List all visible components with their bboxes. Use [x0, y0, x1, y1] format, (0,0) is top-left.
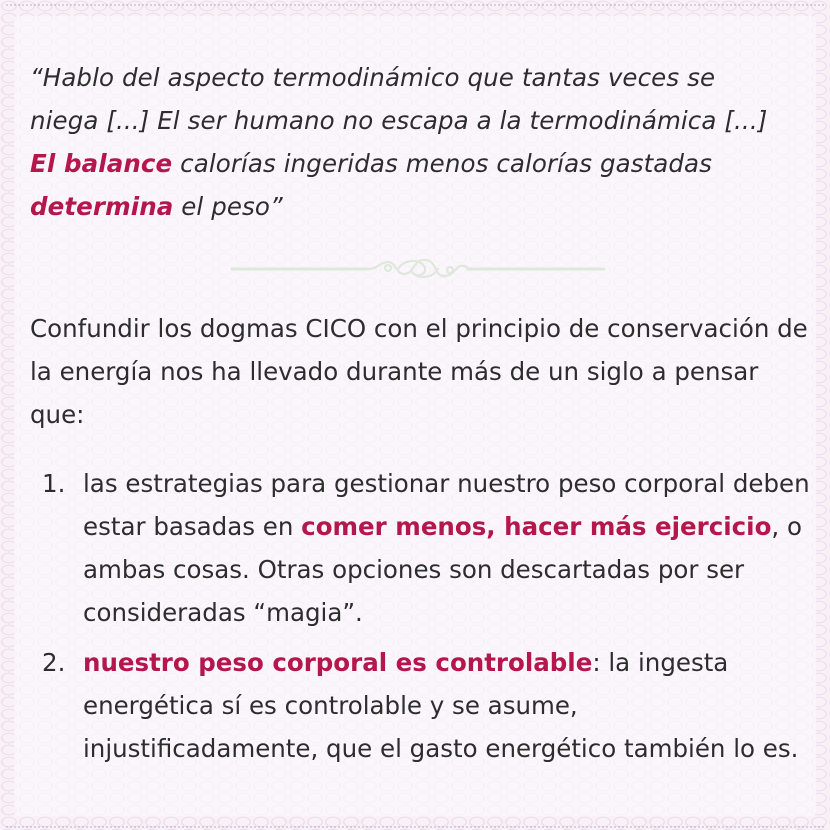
list-item [30, 641, 820, 770]
list-item-text: : la ingesta energética sí es controlable y se asume, injustificadamente, que el gasto energético también lo es. [83, 648, 799, 763]
quote-text: el peso [173, 192, 271, 221]
numbered-list [30, 462, 820, 770]
quote-highlight-determina: determina [30, 192, 174, 221]
divider-ornament-icon [228, 252, 608, 286]
quote-text: Hablo del aspecto termodinámico que tantas veces se niega [...] El ser humano no escapa a la termodinámica [...] [30, 63, 768, 135]
quote-open-mark: “ [30, 63, 43, 92]
quote-text: calorías ingeridas menos calorías gastadas [172, 149, 713, 178]
list-item-highlight: comer menos, hacer más ejercicio [301, 512, 772, 541]
list-item-text: las estrategias para gestionar nuestro peso corporal deben estar basadas en [83, 469, 810, 541]
intro-paragraph: Confundir los dogmas CICO con el principio de conservación de la energía nos ha llevado durante más de un siglo a pensar que: [30, 314, 808, 429]
list-item-text: , o ambas cosas. Otras opciones son descartadas por ser consideradas “magia”. [83, 512, 802, 627]
list-item [30, 462, 820, 634]
list-item-highlight: nuestro peso corporal es controlable [83, 648, 593, 677]
quote-block [30, 56, 790, 228]
quote-close-mark: ” [270, 192, 283, 221]
quote-highlight-balance: El balance [30, 149, 173, 178]
list-item-number: 2. [42, 648, 66, 677]
list-item-number: 1. [42, 469, 66, 498]
